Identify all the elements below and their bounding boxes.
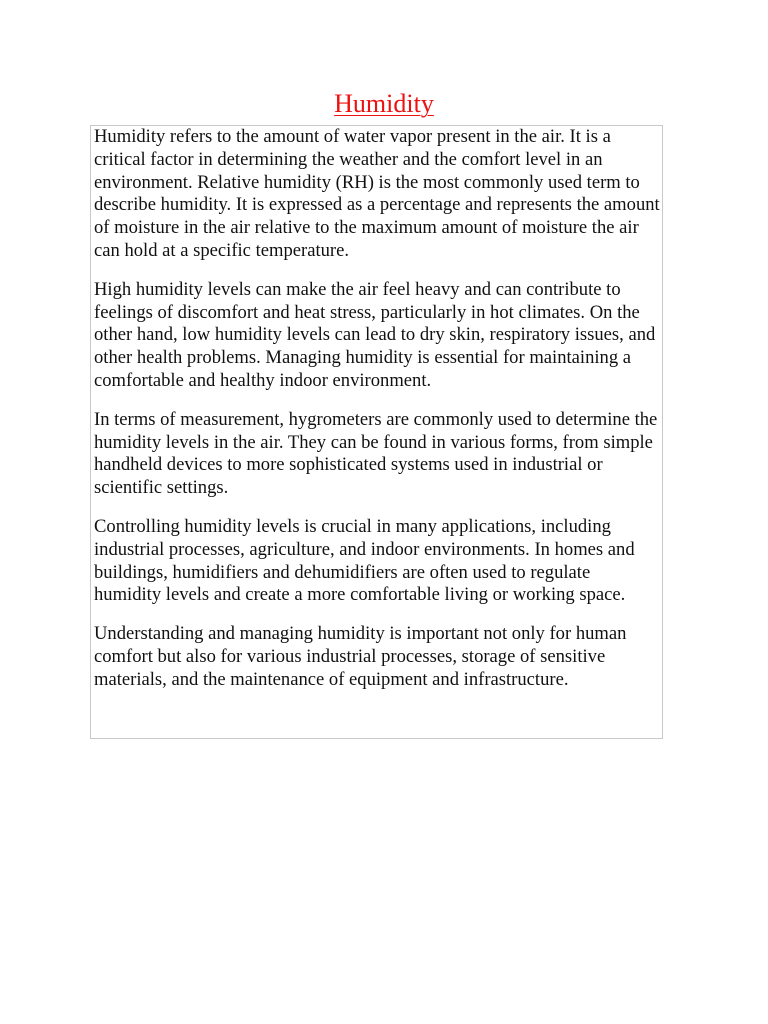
paragraph-measurement: In terms of measurement, hygrometers are commonly used to determine the humidity levels in the air. They can be found in various forms, from simple handheld devices to more sophisticated systems used in industrial or scientific settings. (94, 408, 658, 499)
paragraph-controlling: Controlling humidity levels is crucial in many applications, including industrial processes, agriculture, and indoor environments. In homes and buildings, humidifiers and dehumidifiers are often used to regulate humidity levels and create a more comfortable living or working space. (94, 515, 635, 606)
document-title: Humidity (334, 89, 434, 118)
paragraph-intro: Humidity refers to the amount of water vapor present in the air. It is a critical factor in determining the weather and the comfort level in an environment. Relative humidity (RH) is the most commonly used term to describe humidity. It is expressed as a percentage and represents the amount of moisture in the air relative to the maximum amount of moisture the air can hold at a specific temperature. (94, 126, 660, 261)
paragraph-high-low-humidity: High humidity levels can make the air feel heavy and can contribute to feelings of discomfort and heat stress, particularly in hot climates. On the other hand, low humidity levels can lead to dry skin, respiratory issues, and other health problems. Managing humidity is essential for maintaining a comfortable and healthy indoor environment. (94, 278, 656, 391)
paragraph-conclusion: Understanding and managing humidity is important not only for human comfort but also for various industrial processes, storage of sensitive materials, and the maintenance of equipment and infrastructure. (94, 623, 627, 690)
content-box (90, 125, 663, 739)
